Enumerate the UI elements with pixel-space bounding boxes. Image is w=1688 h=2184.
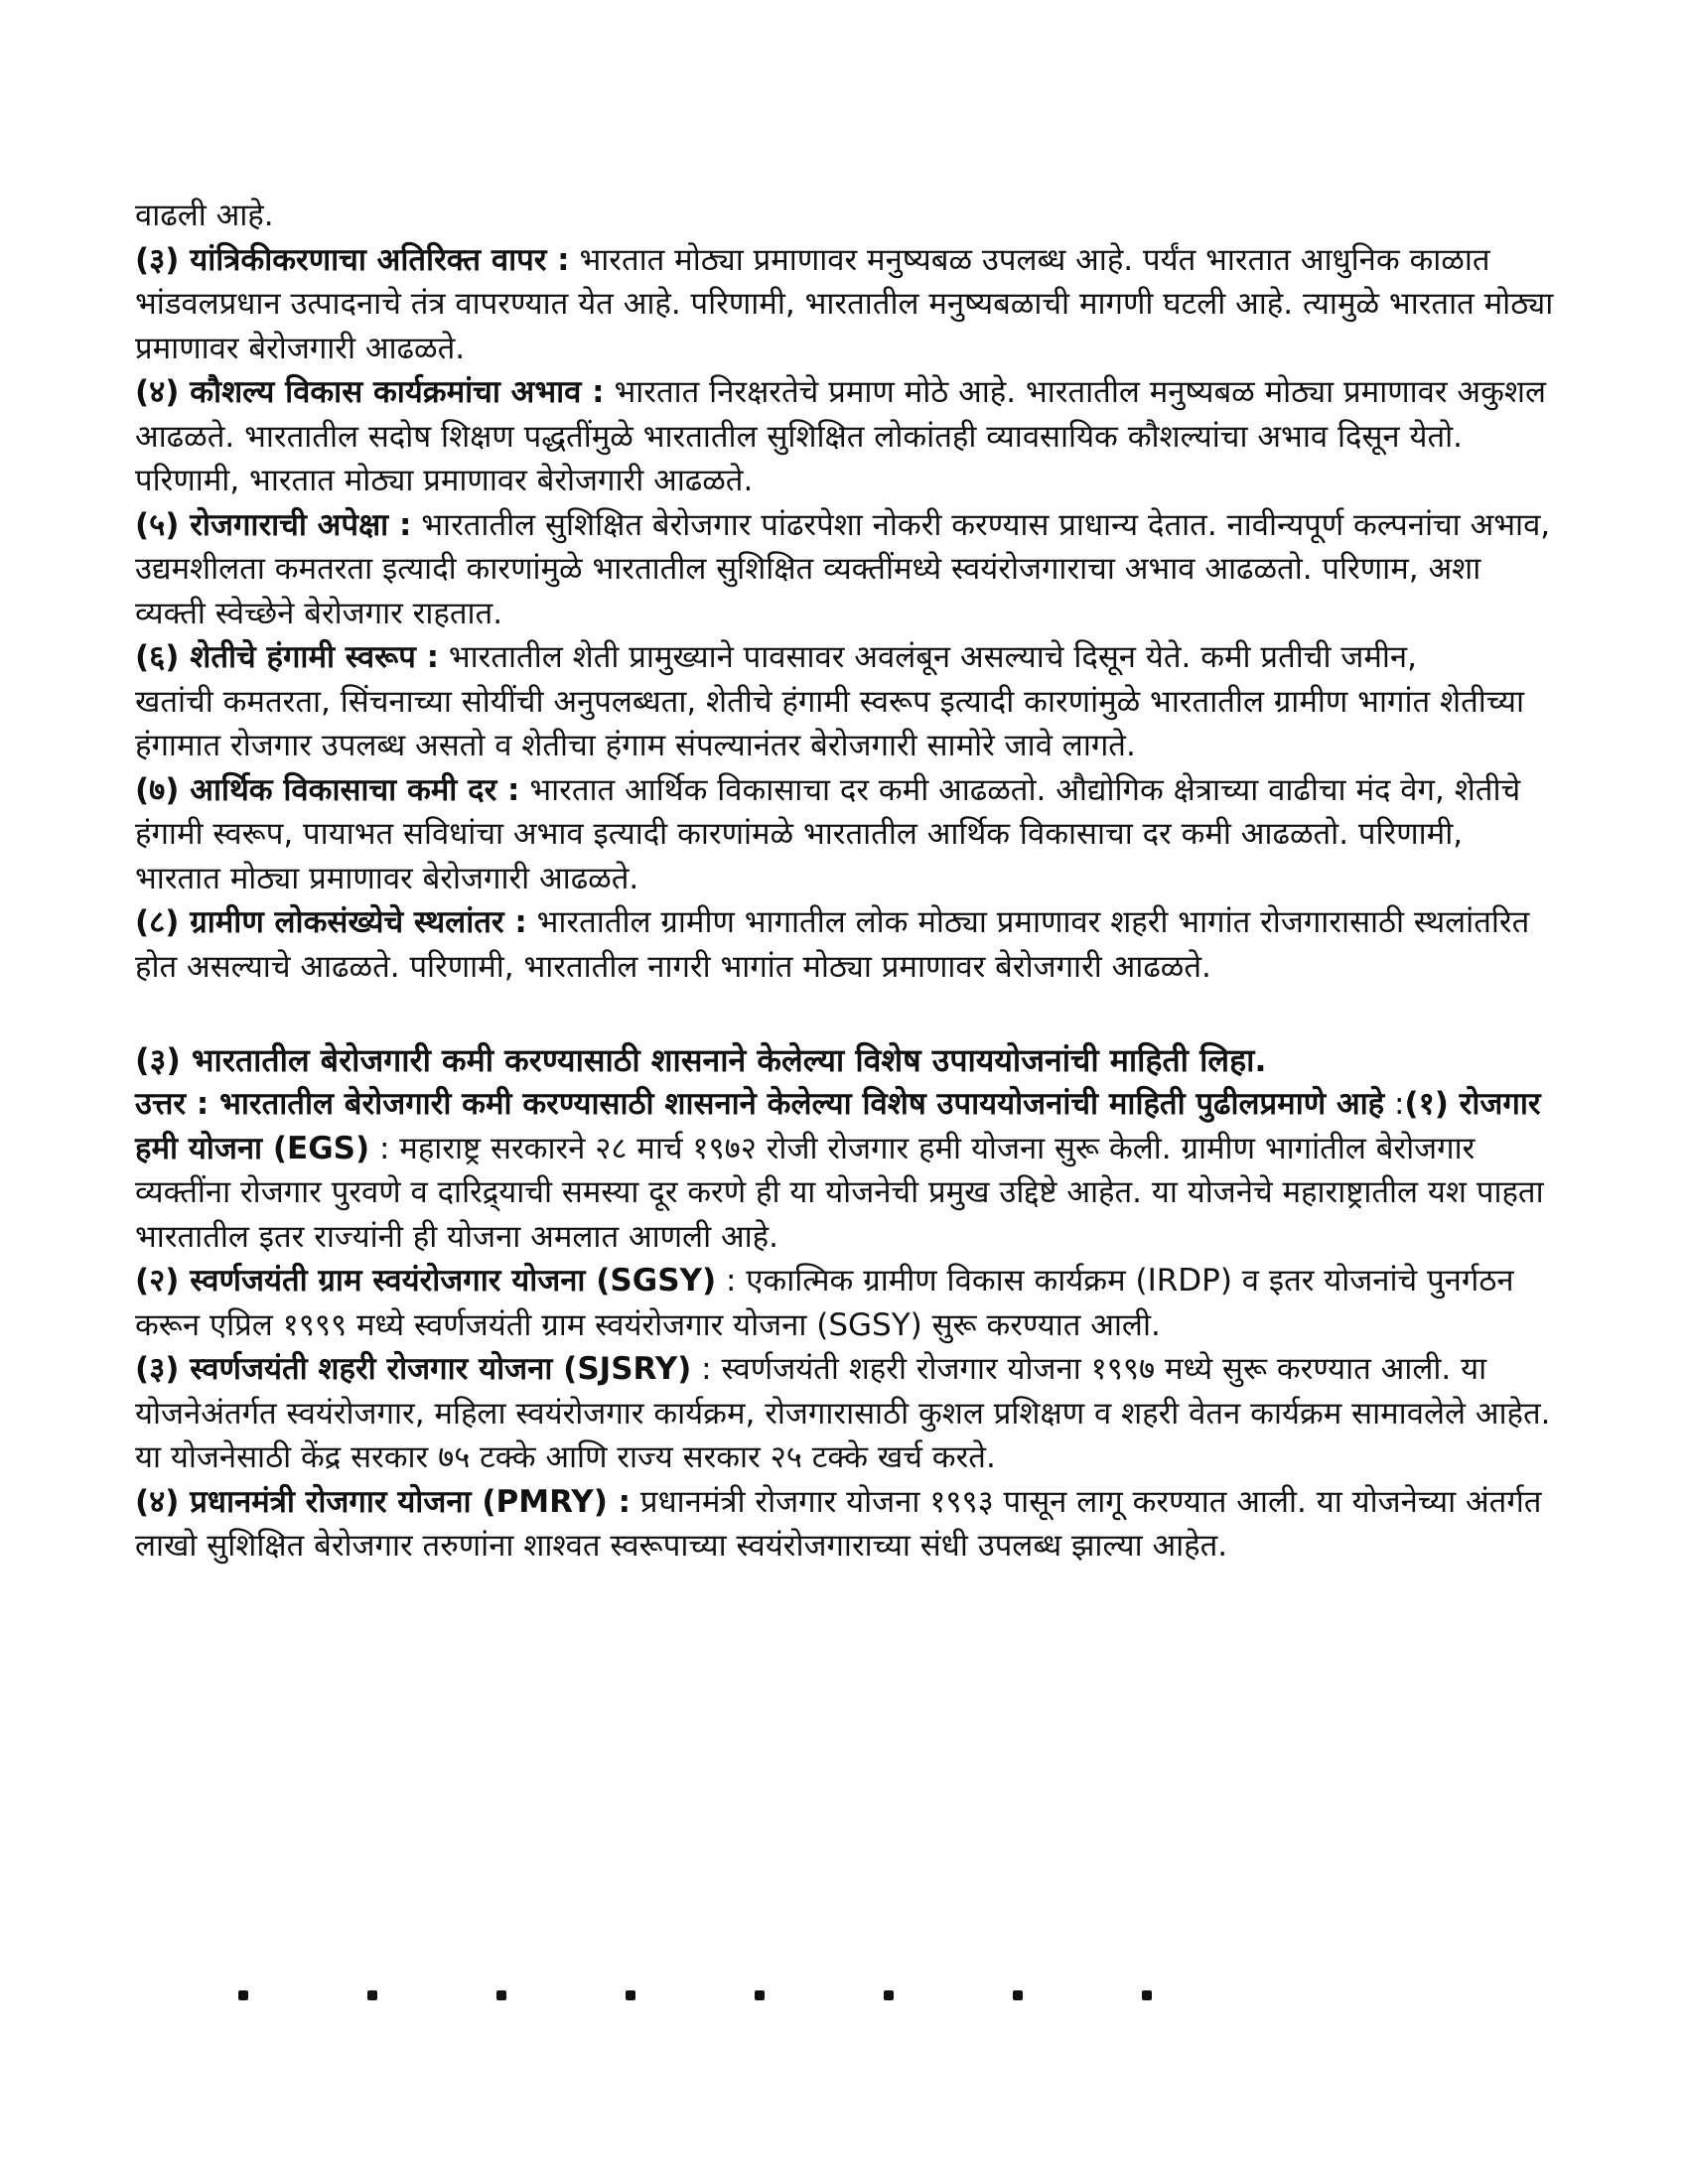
cause-text: खतांची कमतरता, सिंचनाच्या सोयींची अनुपलब्धता, शेतीचे हंगामी स्वरूप इत्यादी कारणांमुळे भारतातील ग्रामीण भागांत शेतीच्या हंगामात रोजगार उपलब्ध असतो व शेतीचा हंगाम संपल्यानंतर बेरोजगारी सामोरे जावे लागते. — [135, 683, 1525, 763]
scheme-text: : एकात्मिक ग्रामीण विकास कार्यक्रम (IRDP) व इतर योजनांचे पुनर्गठन करून एप्रिल १९९९ मध्ये स्वर्णजयंती ग्राम स्वयंरोजगार योजना (SGSY) सुरू करण्यात आली. — [135, 1263, 1514, 1343]
document-page — [135, 194, 1557, 1569]
cause-text: भारतात आर्थिक विकासाचा दर कमी आढळतो. औद्योगिक क्षेत्राच्या वाढीचा मंद वेग, शेतीचे हंगामी स्वरूप, पायाभत सविधांचा अभाव इत्यादी कारणांमळे भारतातील आर्थिक विकासाचा दर कमी आढळतो. परिणामी, भारतात मोठ्या प्रमाणावर बेरोजगारी आढळते. — [135, 771, 1521, 896]
cause-3 — [135, 238, 1557, 371]
cause-heading: (७) आर्थिक विकासाचा कमी दर : — [135, 771, 520, 808]
cause-6-continued — [135, 680, 1557, 768]
scheme-sgsy — [135, 1259, 1557, 1347]
cause-text: भारतातील शेती प्रामुख्याने पावसावर अवलंबून असल्याचे दिसून येते. कमी प्रतीची जमीन, — [439, 639, 1417, 675]
cropped-text-line — [238, 1987, 1410, 2001]
scheme-sjsry — [135, 1347, 1557, 1480]
scheme-text: : महाराष्ट्र सरकारने २८ मार्च १९७२ रोजी रोजगार हमी योजना सुरू केली. ग्रामीण भागांतील बेरोजगार व्यक्तींना रोजगार पुरवणे व दारिद्र्याची समस्या दूर करणे ही या योजनेची प्रमुख उद्दिष्टे आहेत. या योजनेचे महाराष्ट्रातील यश पाहता भारतातील इतर राज्यांनी ही योजना अमलात आणली आहे. — [135, 1130, 1544, 1255]
intro-tail: वाढली आहे. — [135, 198, 274, 233]
question-heading: (३) भारतातील बेरोजगारी कमी करण्यासाठी शासनाने केलेल्या विशेष उपाययोजनांची माहिती लिहा. — [135, 1041, 1267, 1079]
cause-4 — [135, 370, 1557, 503]
cause-heading: (६) शेतीचे हंगामी स्वरूप : — [135, 639, 439, 675]
cause-7 — [135, 768, 1557, 901]
scheme-text: : स्वर्णजयंती शहरी रोजगार योजना १९९७ मध्ये सुरू करण्यात आली. या योजनेअंतर्गत स्वयंरोजगार, महिला स्वयंरोजगार कार्यक्रम, रोजगारासाठी कुशल प्रशिक्षण व शहरी वेतन कार्यक्रम सामावलेले आहेत. या योजनेसाठी केंद्र सरकार ७५ टक्के आणि राज्य सरकार २५ टक्के खर्च करते. — [135, 1351, 1551, 1475]
cause-text: भारतात निरक्षरतेचे प्रमाण मोठे आहे. भारतातील मनुष्यबळ मोठ्या प्रमाणावर अकुशल आढळते. भारतातील सदोष शिक्षण पद्धतींमुळे भारतातील सुशिक्षित लोकांतही व्यावसायिक कौशल्यांचा अभाव दिसून येतो. परिणामी, भारतात मोठ्या प्रमाणावर बेरोजगारी आढळते. — [135, 374, 1547, 498]
cause-text: भारतातील ग्रामीण भागातील लोक मोठ्या प्रमाणावर शहरी भागांत रोजगारासाठी स्थलांतरित होत असल्याचे आढळते. परिणामी, भारतातील नागरी भागांत मोठ्या प्रमाणावर बेरोजगारी आढळते. — [135, 904, 1530, 985]
cause-text: भारतात मोठ्या प्रमाणावर मनुष्यबळ उपलब्ध आहे. पर्यंत भारतात आधुनिक काळात भांडवलप्रधान उत्पादनाचे तंत्र वापरण्यात येत आहे. परिणामी, भारतातील मनुष्यबळाची मागणी घटली आहे. त्यामुळे भारतात मोठ्या प्रमाणावर बेरोजगारी आढळते. — [135, 241, 1554, 366]
answer-separator: : — [1384, 1086, 1405, 1122]
cause-text: भारतातील सुशिक्षित बेरोजगार पांढरपेशा नोकरी करण्यास प्राधान्य देतात. नावीन्यपूर्ण कल्पनांचा अभाव, उद्यमशीलता कमतरता इत्यादी कारणांमुळे भारतातील सुशिक्षित व्यक्तींमध्ये स्वयंरोजगाराचा अभाव आढळतो. परिणाम, अशा व्यक्ती स्वेच्छेने बेरोजगार राहतात. — [135, 506, 1551, 631]
scheme-text: प्रधानमंत्री रोजगार योजना १९९३ पासून लागू करण्यात आली. या योजनेच्या अंतर्गत लाखो सुशिक्षित बेरोजगार तरुणांना शाश्वत स्वरूपाच्या स्वयंरोजगाराच्या संधी उपलब्ध झाल्या आहेत. — [135, 1483, 1542, 1564]
cause-8 — [135, 900, 1557, 989]
cause-5 — [135, 503, 1557, 636]
scheme-heading: (२) स्वर्णजयंती ग्राम स्वयंरोजगार योजना (SGSY) — [135, 1263, 717, 1298]
scheme-heading: (१) रोजगार हमी योजना (EGS) — [135, 1086, 1541, 1166]
section-gap — [135, 989, 1557, 1038]
answer-paragraph — [135, 1082, 1557, 1259]
cause-heading: (३) यांत्रिकीकरणाचा अतिरिक्त वापर : — [135, 241, 570, 278]
cause-6 — [135, 635, 1557, 680]
cause-heading: (५) रोजगाराची अपेक्षा : — [135, 506, 412, 543]
scheme-pmry — [135, 1480, 1557, 1569]
scheme-heading: (३) स्वर्णजयंती शहरी रोजगार योजना (SJSRY) — [135, 1351, 692, 1387]
cause-heading: (८) ग्रामीण लोकसंख्येचे स्थलांतर : — [135, 904, 527, 940]
scheme-heading: (४) प्रधानमंत्री रोजगार योजना (PMRY) : — [135, 1483, 632, 1520]
answer-lead: उत्तर : भारतातील बेरोजगारी कमी करण्यासाठी शासनाने केलेल्या विशेष उपाययोजनांची माहिती पुढीलप्रमाणे आहे — [135, 1086, 1385, 1122]
cause-heading: (४) कौशल्य विकास कार्यक्रमांचा अभाव : — [135, 374, 605, 410]
